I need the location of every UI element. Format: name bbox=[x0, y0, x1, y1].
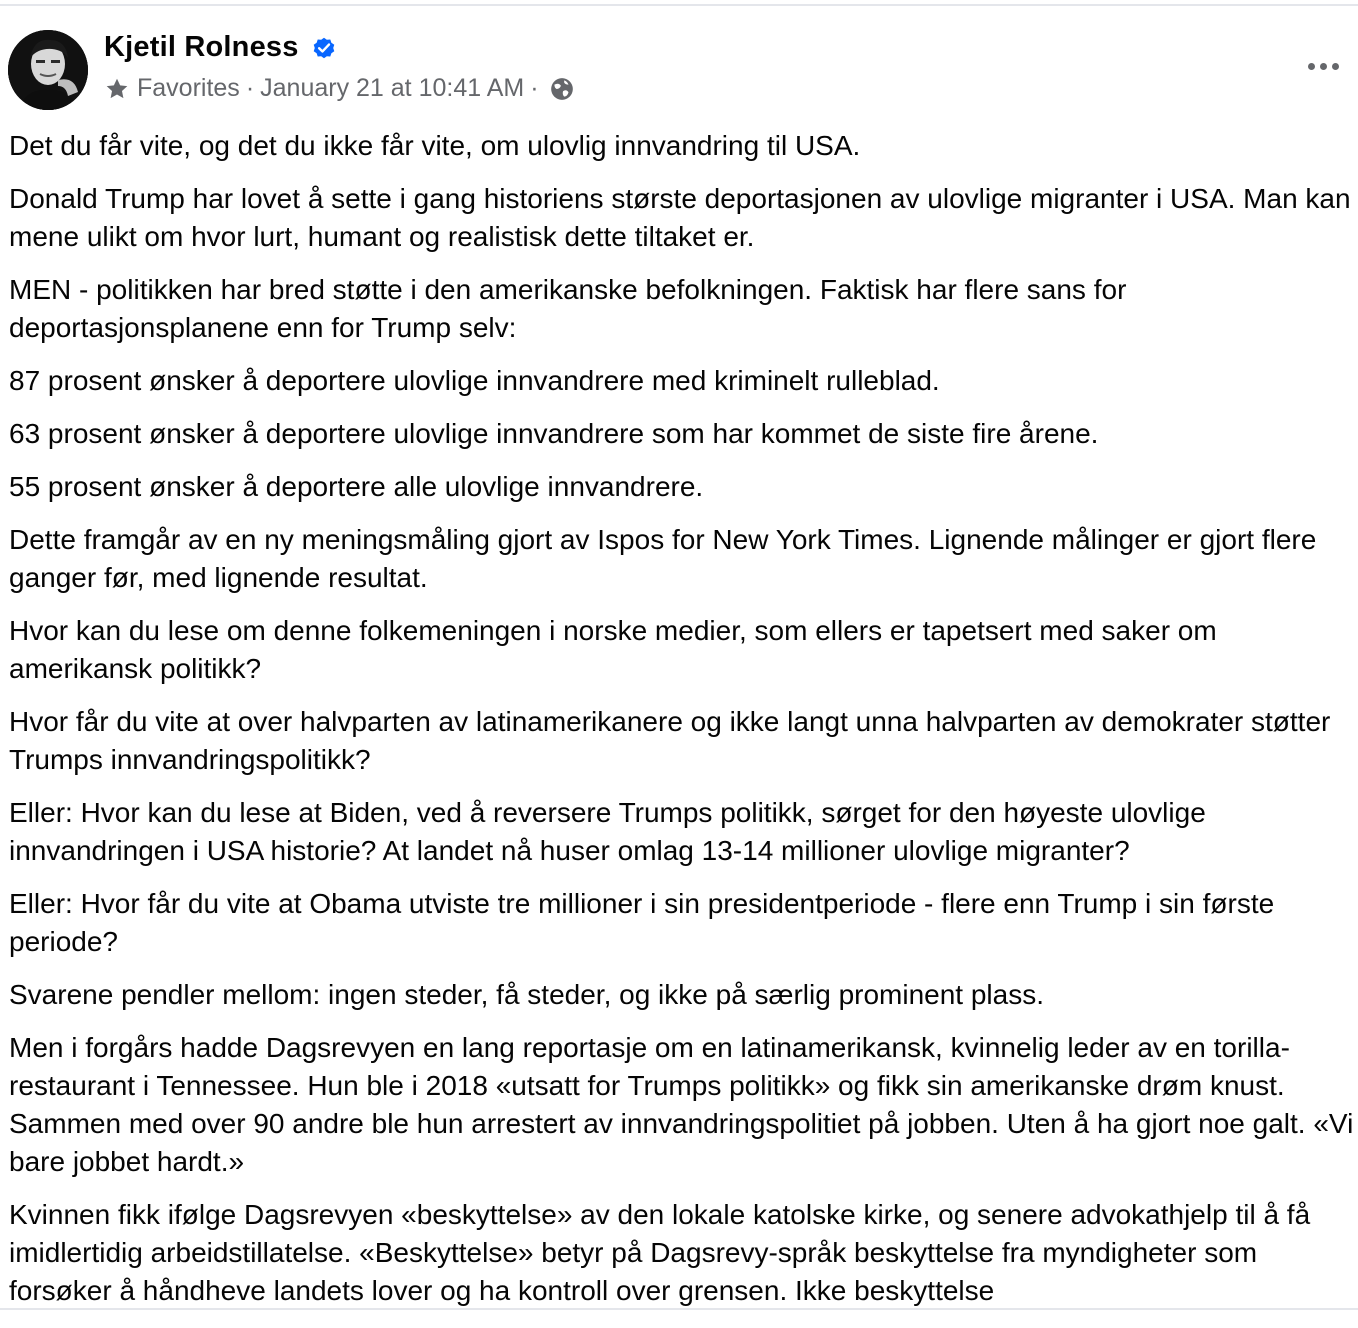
bottom-divider bbox=[0, 1308, 1358, 1310]
post-paragraph: MEN - politikken har bred støtte i den amerikanske befolkningen. Faktisk har flere sans for deportasjonsplanene enn for Trump selv: bbox=[9, 274, 1127, 343]
author-name-text[interactable]: Kjetil Rolness bbox=[104, 31, 299, 63]
post-paragraph: Donald Trump har lovet å sette i gang historiens største deportasjonen av ulovlige migranter i USA. Man kan mene ulikt om hvor lurt, humant og realistisk dette tiltaket er. bbox=[9, 183, 1351, 252]
post-text bbox=[9, 127, 1358, 1308]
globe-icon[interactable] bbox=[549, 76, 575, 102]
star-icon bbox=[104, 76, 130, 102]
verified-badge-icon bbox=[311, 35, 337, 61]
post-timestamp[interactable]: January 21 at 10:41 AM bbox=[260, 74, 525, 102]
post-paragraph: Det du får vite, og det du ikke får vite, om ulovlig innvandring til USA. bbox=[9, 130, 861, 161]
post-paragraph: 55 prosent ønsker å deportere alle ulovlige innvandrere. bbox=[9, 471, 704, 502]
dot bbox=[1332, 63, 1339, 70]
author-avatar[interactable] bbox=[8, 30, 88, 110]
profile-photo bbox=[8, 30, 88, 110]
post-paragraph: Hvor får du vite at over halvparten av latinamerikanere og ikke langt unna halvparten av demokrater støtter Trumps innvandringspolitikk? bbox=[9, 706, 1331, 775]
post-paragraph: Hvor kan du lese om denne folkemeningen i norske medier, som ellers er tapetsert med saker om amerikansk politikk? bbox=[9, 615, 1217, 684]
post-paragraph: Kvinnen fikk ifølge Dagsrevyen «beskyttelse» av den lokale katolske kirke, og senere advokathjelp til å få imidlertidig arbeidstillatelse. «Beskyttelse» betyr på Dagsrevy-språk beskyttelse fra myndigheter som forsøker å håndheve landets lover og ha kontroll over grensen. Ikke beskyttelse bbox=[9, 1199, 1311, 1306]
meta-separator: · bbox=[245, 74, 255, 102]
post-paragraph: Svarene pendler mellom: ingen steder, få steder, og ikke på særlig prominent plass. bbox=[9, 979, 1045, 1010]
post-paragraph: Eller: Hvor kan du lese at Biden, ved å reversere Trumps politikk, sørget for den høyeste ulovlige innvandringen i USA historie? At landet nå huser omlag 13-14 millioner ulovlige migranter? bbox=[9, 797, 1206, 866]
post-paragraph: Men i forgårs hadde Dagsrevyen en lang reportasje om en latinamerikansk, kvinnelig leder av en torilla-restaurant i Tennessee. Hun ble i 2018 «utsatt for Trumps politikk» og fikk sin amerikanske drøm knust. Sammen med over 90 andre ble hun arrestert av innvandringspolitiet på jobben. Uten å ha gjort noe galt. «Vi bare jobbet hardt.» bbox=[9, 1032, 1354, 1177]
more-options-icon[interactable] bbox=[1302, 54, 1344, 78]
post-paragraph: 87 prosent ønsker å deportere ulovlige innvandrere med kriminelt rulleblad. bbox=[9, 365, 940, 396]
post-paragraph: Dette framgår av en ny meningsmåling gjort av Ispos for New York Times. Lignende målinger er gjort flere ganger før, med lignende resultat. bbox=[9, 524, 1317, 593]
dot bbox=[1320, 63, 1327, 70]
dot bbox=[1308, 63, 1315, 70]
post-meta bbox=[104, 74, 575, 103]
post-paragraph: 63 prosent ønsker å deportere ulovlige innvandrere som har kommet de siste fire årene. bbox=[9, 418, 1099, 449]
top-divider bbox=[0, 4, 1358, 6]
meta-separator-2: · bbox=[530, 74, 539, 102]
author-name[interactable] bbox=[104, 31, 337, 64]
audience-label[interactable]: Favorites bbox=[137, 74, 240, 102]
post-paragraph: Eller: Hvor får du vite at Obama utviste tre millioner i sin presidentperiode - flere enn Trump i sin første periode? bbox=[9, 888, 1275, 957]
